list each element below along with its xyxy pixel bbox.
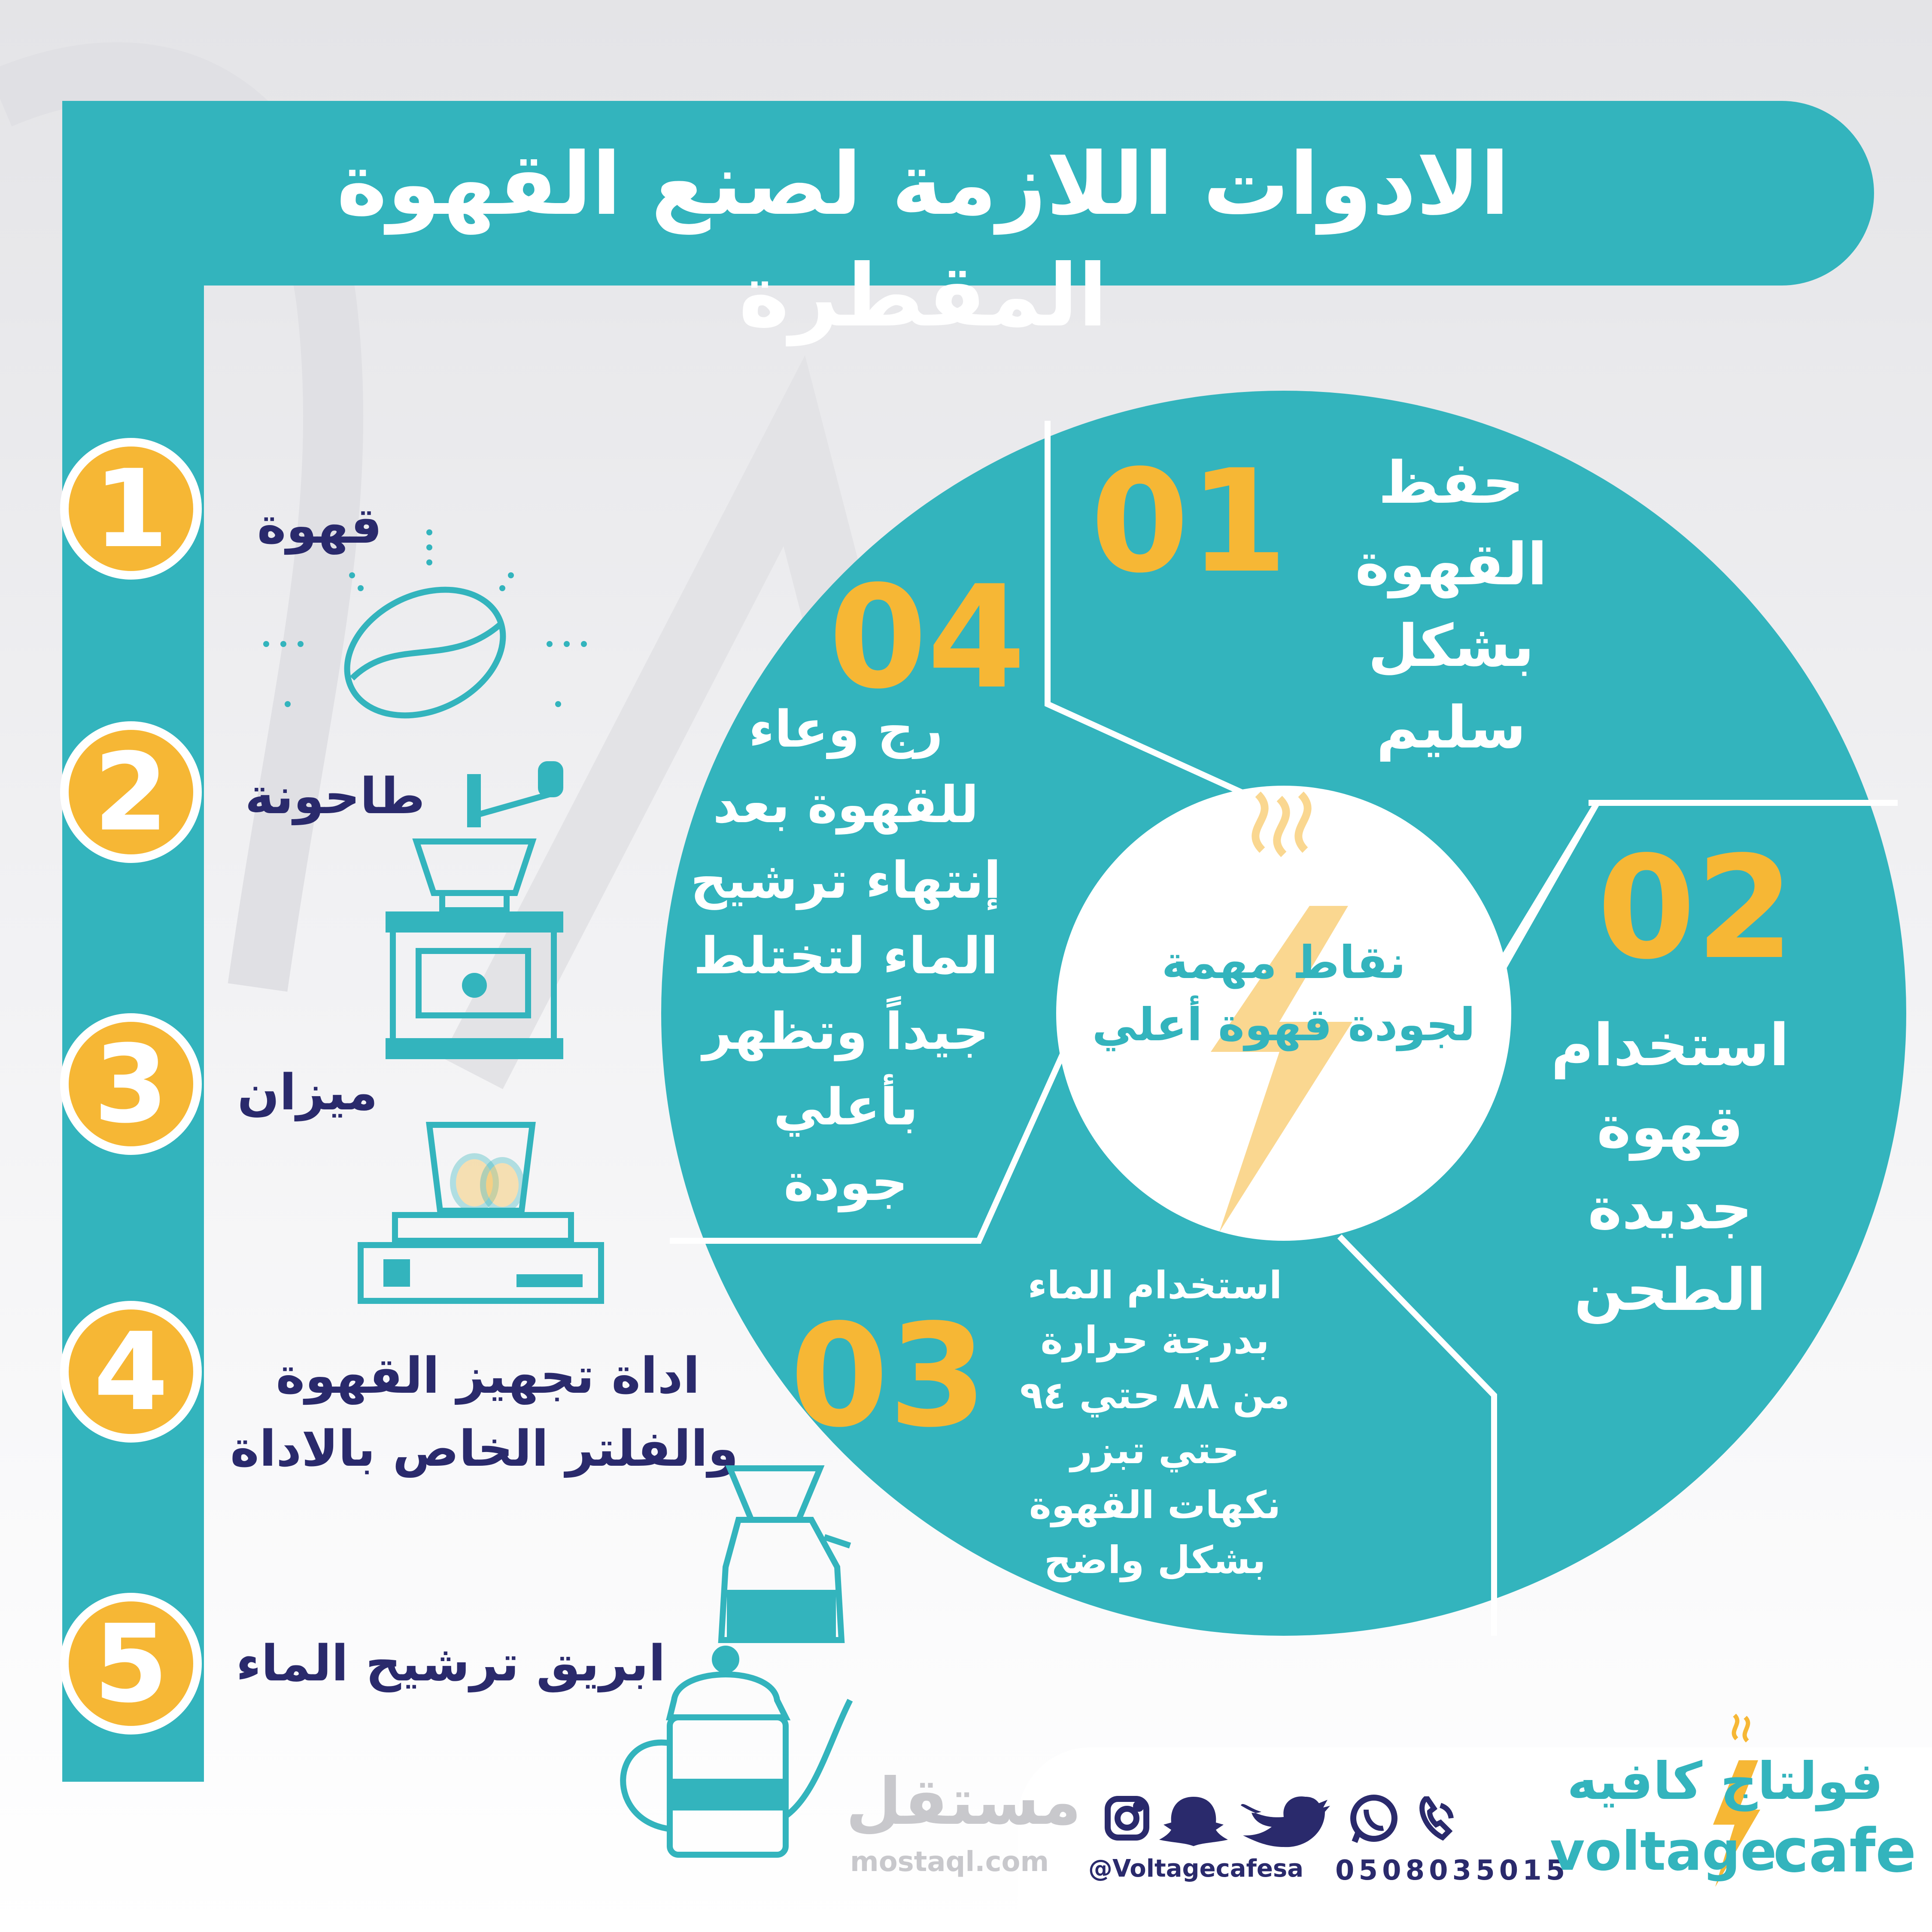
tool-number-3: 3 bbox=[60, 1013, 202, 1155]
tool-label-kettle: ابريق ترشيح الماء bbox=[236, 1635, 665, 1692]
tool-label-coffee: قهوة bbox=[257, 497, 382, 555]
tip-03-line: نكهات القهوة bbox=[1029, 1483, 1281, 1527]
tool-label-scale: ميزان bbox=[237, 1064, 378, 1121]
tip-04-line: إنتهاء ترشيح bbox=[690, 851, 1001, 910]
phone-number[interactable]: 0508035015 bbox=[1335, 1855, 1570, 1886]
tool-label-grinder: طاحونة bbox=[245, 768, 425, 825]
tip-number-03: 03 bbox=[790, 1294, 987, 1458]
tip-04-line: جودة bbox=[784, 1153, 908, 1212]
tool-number-5: 5 bbox=[60, 1593, 202, 1735]
tip-03-line: من ٨٨ حتي ٩٤ bbox=[1020, 1373, 1290, 1417]
tip-01-line: سليم bbox=[1376, 694, 1526, 761]
tool-label-dripper-line2: والفلتر الخاص بالاداة bbox=[230, 1420, 738, 1478]
tip-04-line: الماء لتختلط bbox=[693, 926, 998, 985]
tip-02-line: قهوة bbox=[1597, 1093, 1744, 1160]
brand-name-ar: فولتاج كافيه bbox=[1567, 1752, 1883, 1811]
tip-number-01: 01 bbox=[1091, 439, 1288, 604]
tip-03-line: استخدام الماء bbox=[1027, 1263, 1282, 1307]
brand-name-cafe: cafe bbox=[1773, 1816, 1917, 1886]
brand-name-voltage: voltage bbox=[1550, 1820, 1777, 1883]
tip-01-line: القهوة bbox=[1355, 531, 1547, 598]
tip-number-02: 02 bbox=[1597, 826, 1795, 990]
tool-number-1: 1 bbox=[60, 438, 202, 580]
tip-01-line: حفظ bbox=[1378, 449, 1524, 516]
tip-04-line: جيداً وتظهر bbox=[702, 1002, 989, 1061]
tip-02-line: الطحن bbox=[1574, 1256, 1766, 1324]
tips-center-line1: نقاط مهمة bbox=[1161, 936, 1406, 989]
tip-03-line: بدرجة حرارة bbox=[1040, 1318, 1270, 1362]
tool-number-4: 4 bbox=[60, 1301, 202, 1443]
tool-label-dripper-line1: اداة تجهيز القهوة bbox=[276, 1347, 700, 1405]
tip-04-line: بأعلي bbox=[773, 1077, 918, 1136]
tip-02-line: جديدة bbox=[1588, 1175, 1753, 1242]
tool-number-2: 2 bbox=[60, 721, 202, 863]
tip-04-line: رج وعاء bbox=[748, 699, 943, 759]
tip-02-line: استخدام bbox=[1551, 1012, 1789, 1079]
watermark-ar: مستقل bbox=[846, 1765, 1081, 1839]
tip-03-line: حتي تبزر bbox=[1070, 1428, 1239, 1472]
watermark-en: mostaql.com bbox=[850, 1846, 1049, 1878]
tips-center-line2: لجودة قهوة أعلي bbox=[1092, 999, 1476, 1051]
tip-01-line: بشكل bbox=[1368, 612, 1534, 680]
page-title: الادوات اللازمة لصنع القهوة المقطرة bbox=[336, 134, 1510, 346]
tip-number-04: 04 bbox=[829, 555, 1026, 720]
social-handle[interactable]: @Voltagecafesa bbox=[1088, 1855, 1304, 1883]
tip-04-line: للقهوة بعد bbox=[713, 775, 979, 834]
tip-03-line: بشكل واضح bbox=[1044, 1538, 1266, 1582]
